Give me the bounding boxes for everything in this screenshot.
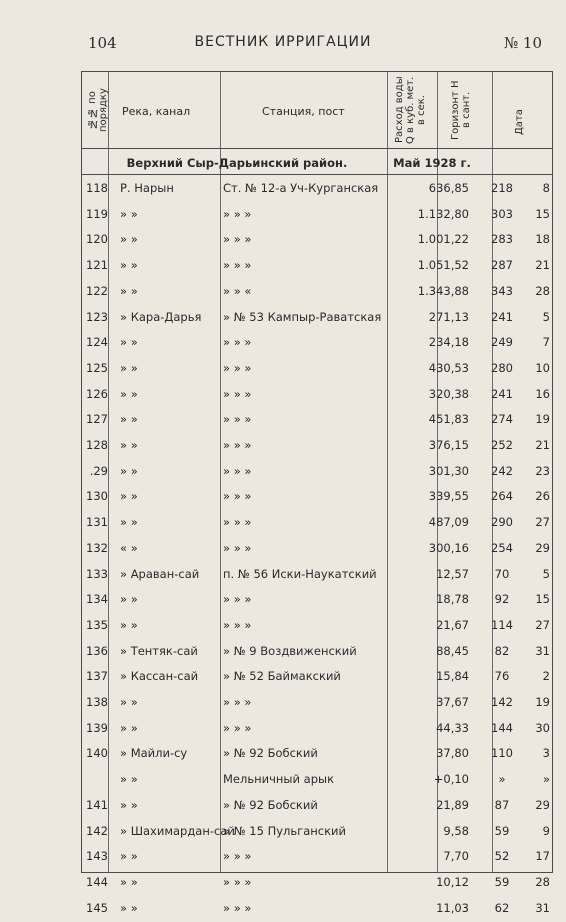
row-number: 126 xyxy=(86,386,108,401)
col-header-river: Река, канал xyxy=(122,105,191,118)
flow-cell: 300,16 xyxy=(428,540,469,555)
table-row xyxy=(82,177,554,202)
flow-cell: +0,10 xyxy=(433,772,469,787)
row-number: 131 xyxy=(86,515,108,530)
date-cell: 15 xyxy=(535,592,550,607)
river-cell: » Кара-Дарья xyxy=(120,309,202,324)
date-cell: 21 xyxy=(535,438,550,452)
flow-cell: 10,12 xyxy=(436,874,469,889)
row-number: 132 xyxy=(86,540,108,555)
divider xyxy=(82,148,552,149)
level-cell: 114 xyxy=(491,617,513,632)
river-cell: » » xyxy=(120,360,138,375)
level-cell: 59 xyxy=(494,874,510,889)
row-number: 120 xyxy=(86,232,108,247)
divider xyxy=(82,174,552,175)
river-cell: » » xyxy=(120,206,138,221)
level-cell: » xyxy=(498,772,506,787)
date-cell: 5 xyxy=(542,309,550,324)
date-cell: 21 xyxy=(535,258,550,273)
table-row xyxy=(82,614,554,639)
date-cell: 31 xyxy=(535,643,550,658)
row-number: 119 xyxy=(86,206,108,221)
table-row xyxy=(82,537,554,562)
flow-cell: 21,89 xyxy=(436,797,469,812)
flow-cell: 271,13 xyxy=(428,309,469,324)
river-cell: » Тентяк-сай xyxy=(120,643,198,658)
table-row xyxy=(82,768,554,793)
date-cell: 9 xyxy=(542,823,550,838)
station-cell: » » » xyxy=(223,206,252,221)
flow-cell: 15,84 xyxy=(436,669,469,684)
table-row xyxy=(82,640,554,665)
river-cell: » » xyxy=(120,386,138,401)
level-cell: 280 xyxy=(491,360,513,375)
station-cell: » » » xyxy=(223,849,252,864)
table-row xyxy=(82,871,554,896)
date-cell: 30 xyxy=(535,720,550,735)
table-row xyxy=(82,742,554,767)
river-cell: » » xyxy=(120,900,138,915)
station-cell: » » » xyxy=(223,540,252,555)
level-cell: 142 xyxy=(491,695,513,709)
flow-cell: 88,45 xyxy=(436,643,469,658)
district-title: Верхний Сыр-Дарьинский район. xyxy=(126,156,348,170)
date-cell: » xyxy=(542,772,550,787)
date-cell: 7 xyxy=(542,335,550,350)
river-cell: » » xyxy=(120,772,138,787)
row-number: 136 xyxy=(86,643,108,658)
level-cell: 287 xyxy=(491,258,513,273)
table-row xyxy=(82,228,554,253)
river-cell: » » xyxy=(120,695,138,709)
row-number: 139 xyxy=(86,720,108,735)
date-cell: 5 xyxy=(542,566,550,581)
flow-cell: 430,53 xyxy=(428,360,469,375)
flow-cell: 451,83 xyxy=(428,412,469,427)
page-number: 104 xyxy=(88,34,117,52)
level-cell: 82 xyxy=(494,643,510,658)
level-cell: 283 xyxy=(491,232,513,247)
table-row xyxy=(82,897,554,922)
row-number: 118 xyxy=(86,181,108,195)
level-cell: 52 xyxy=(494,849,510,864)
table-row xyxy=(82,820,554,845)
level-cell: 252 xyxy=(491,438,513,452)
row-number: 138 xyxy=(86,695,108,709)
station-cell: » № 92 Бобский xyxy=(223,797,318,812)
table-row xyxy=(82,331,554,356)
station-cell: » » » xyxy=(223,360,252,375)
row-number: 135 xyxy=(86,617,108,632)
level-cell: 264 xyxy=(491,489,513,504)
station-cell: » № 53 Кампыр-Раватская xyxy=(223,309,382,324)
river-cell: » » xyxy=(120,720,138,735)
flow-cell: 1.132,80 xyxy=(417,206,469,221)
station-cell: » » » xyxy=(223,874,252,889)
row-number: .29 xyxy=(89,463,108,478)
river-cell: » » xyxy=(120,515,138,530)
level-cell: 343 xyxy=(491,283,513,298)
river-cell: » Майли-су xyxy=(120,746,188,761)
flow-cell: 21,67 xyxy=(436,617,469,632)
date-cell: 3 xyxy=(542,746,550,761)
month-label: Май 1928 г. xyxy=(393,156,471,170)
table-row xyxy=(82,280,554,305)
table-row xyxy=(82,511,554,536)
date-cell: 28 xyxy=(535,874,550,889)
river-cell: » » xyxy=(120,797,138,812)
row-number: 145 xyxy=(86,900,108,915)
issue-number: № 10 xyxy=(503,34,542,52)
table-row xyxy=(82,665,554,690)
flow-cell: 11,03 xyxy=(436,900,469,915)
row-number: 123 xyxy=(86,309,108,324)
table-row xyxy=(82,717,554,742)
station-cell: » » » xyxy=(223,386,252,401)
table-row xyxy=(82,306,554,331)
level-cell: 241 xyxy=(491,309,513,324)
station-cell: » » » xyxy=(223,438,252,452)
station-cell: » » » xyxy=(223,335,252,350)
row-number: 124 xyxy=(86,335,108,350)
row-number: 121 xyxy=(86,258,108,273)
station-cell: » » » xyxy=(223,720,252,735)
row-number: 137 xyxy=(86,669,108,684)
table-row xyxy=(82,434,554,459)
date-cell: 19 xyxy=(535,412,550,427)
flow-cell: 37,67 xyxy=(436,695,469,709)
date-cell: 27 xyxy=(535,515,550,530)
level-cell: 62 xyxy=(494,900,510,915)
table-row xyxy=(82,254,554,279)
journal-title: ВЕСТНИК ИРРИГАЦИИ xyxy=(194,34,372,50)
table-row xyxy=(82,588,554,613)
river-cell: » » xyxy=(120,232,138,247)
date-cell: 29 xyxy=(535,540,550,555)
level-cell: 274 xyxy=(491,412,513,427)
discharge-table xyxy=(81,71,553,915)
row-number: 134 xyxy=(86,592,108,607)
date-cell: 2 xyxy=(542,669,550,684)
level-cell: 290 xyxy=(491,515,513,530)
table-row xyxy=(82,691,554,716)
table-row xyxy=(82,563,554,588)
flow-cell: 44,33 xyxy=(436,720,469,735)
station-cell: п. № 56 Иски-Наукатский xyxy=(223,566,377,581)
date-cell: 28 xyxy=(535,283,550,298)
station-cell: » » » xyxy=(223,463,252,478)
station-cell: » » » xyxy=(223,617,252,632)
row-number: 142 xyxy=(86,823,108,838)
level-cell: 218 xyxy=(491,181,513,195)
station-cell: » № 9 Воздвиженский xyxy=(223,643,357,658)
flow-cell: 339,55 xyxy=(428,489,469,504)
flow-cell: 1.343,88 xyxy=(417,283,469,298)
river-cell: » Шахимардан-сай xyxy=(120,823,235,838)
date-cell: 17 xyxy=(535,849,550,864)
table-row xyxy=(82,383,554,408)
level-cell: 303 xyxy=(491,206,513,221)
flow-cell: 320,38 xyxy=(428,386,469,401)
station-cell: » » « xyxy=(223,283,252,298)
station-cell: » » » xyxy=(223,900,252,915)
level-cell: 249 xyxy=(491,335,513,350)
station-cell: Ст. № 12-а Уч-Курганская xyxy=(223,181,379,195)
level-cell: 144 xyxy=(491,720,513,735)
date-cell: 23 xyxy=(535,463,550,478)
station-cell: » № 52 Баймакский xyxy=(223,669,341,684)
row-number: 128 xyxy=(86,438,108,452)
date-cell: 16 xyxy=(535,386,550,401)
river-cell: » » xyxy=(120,849,138,864)
station-cell: » » » xyxy=(223,489,252,504)
date-cell: 15 xyxy=(535,206,550,221)
row-number: 122 xyxy=(86,283,108,298)
station-cell: Мельничный арык xyxy=(223,772,335,787)
level-cell: 92 xyxy=(494,592,510,607)
col-header-date: Дата xyxy=(514,109,525,135)
river-cell: » » xyxy=(120,438,138,452)
flow-cell: 12,57 xyxy=(436,566,469,581)
flow-cell: 18,78 xyxy=(436,592,469,607)
table-row xyxy=(82,845,554,870)
date-cell: 19 xyxy=(535,695,550,709)
level-cell: 110 xyxy=(491,746,513,761)
station-cell: » » » xyxy=(223,258,252,273)
flow-cell: 1.001,22 xyxy=(417,232,469,247)
river-cell: » » xyxy=(120,592,138,607)
flow-cell: 487,09 xyxy=(428,515,469,530)
row-number: 125 xyxy=(86,360,108,375)
page-header xyxy=(0,34,566,56)
station-cell: » » » xyxy=(223,515,252,530)
flow-cell: 37,80 xyxy=(436,746,469,761)
flow-cell: 376,15 xyxy=(428,438,469,452)
flow-cell: 301,30 xyxy=(428,463,469,478)
river-cell: Р. Нарын xyxy=(120,181,174,195)
river-cell: » Араван-сай xyxy=(120,566,200,581)
row-number: 140 xyxy=(86,746,108,761)
level-cell: 70 xyxy=(494,566,510,581)
row-number: 130 xyxy=(86,489,108,504)
table-row xyxy=(82,408,554,433)
level-cell: 241 xyxy=(491,386,513,401)
level-cell: 59 xyxy=(494,823,510,838)
date-cell: 10 xyxy=(535,360,550,375)
flow-cell: 1.051,52 xyxy=(417,258,469,273)
level-cell: 76 xyxy=(494,669,510,684)
river-cell: » » xyxy=(120,874,138,889)
station-cell: » № 92 Бобский xyxy=(223,746,318,761)
station-cell: » » » xyxy=(223,695,252,709)
col-header-no: №№ по порядку xyxy=(87,88,109,132)
table-row xyxy=(82,485,554,510)
row-number: 141 xyxy=(86,797,108,812)
col-header-level: Горизонт H в сант. xyxy=(450,80,472,140)
date-cell: 27 xyxy=(535,617,550,632)
row-number: 127 xyxy=(86,412,108,427)
row-number: 133 xyxy=(86,566,108,581)
table-row xyxy=(82,460,554,485)
table-row xyxy=(82,794,554,819)
col-header-station: Станция, пост xyxy=(262,105,345,118)
river-cell: » » xyxy=(120,412,138,427)
flow-cell: 7,70 xyxy=(443,849,469,864)
level-cell: 254 xyxy=(491,540,513,555)
river-cell: « » xyxy=(120,540,138,555)
flow-cell: 234,18 xyxy=(428,335,469,350)
table-row xyxy=(82,357,554,382)
date-cell: 18 xyxy=(535,232,550,247)
river-cell: » » xyxy=(120,463,138,478)
flow-cell: 9,58 xyxy=(443,823,469,838)
table-row xyxy=(82,203,554,228)
station-cell: » » » xyxy=(223,592,252,607)
level-cell: 87 xyxy=(494,797,510,812)
river-cell: » » xyxy=(120,489,138,504)
flow-cell: 636,85 xyxy=(428,181,469,195)
date-cell: 8 xyxy=(542,181,550,195)
row-number: 143 xyxy=(86,849,108,864)
river-cell: » » xyxy=(120,258,138,273)
level-cell: 242 xyxy=(491,463,513,478)
river-cell: » » xyxy=(120,617,138,632)
river-cell: » Кассан-сай xyxy=(120,669,199,684)
row-number: 144 xyxy=(86,874,108,889)
date-cell: 29 xyxy=(535,797,550,812)
river-cell: » » xyxy=(120,283,138,298)
date-cell: 26 xyxy=(535,489,550,504)
river-cell: » » xyxy=(120,335,138,350)
date-cell: 31 xyxy=(535,900,550,915)
station-cell: » » » xyxy=(223,412,252,427)
station-cell: » № 15 Пульганский xyxy=(223,823,347,838)
col-header-flow: Расход воды Q в куб. мет. в сек. xyxy=(394,76,427,144)
station-cell: » » » xyxy=(223,232,252,247)
